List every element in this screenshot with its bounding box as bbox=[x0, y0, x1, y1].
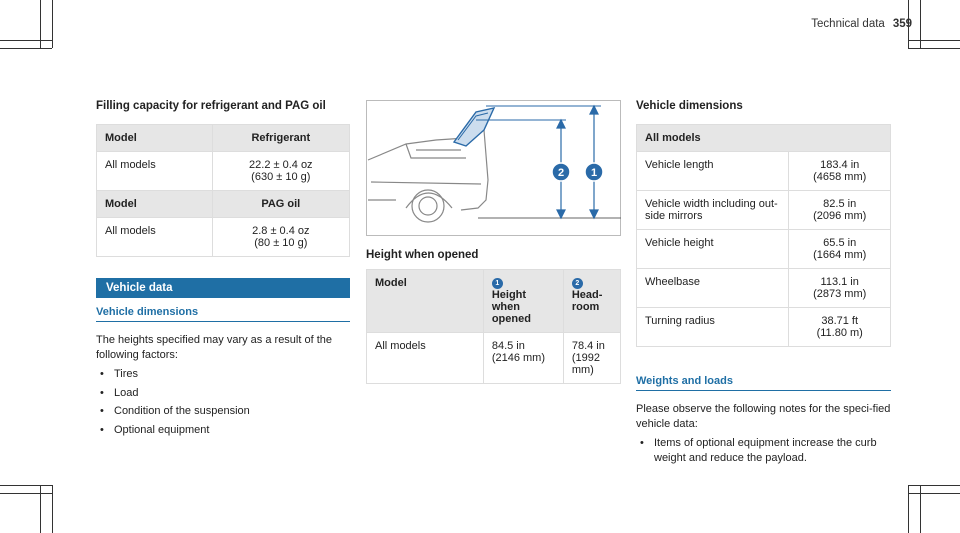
table-row bbox=[637, 152, 891, 191]
crop-mark bbox=[908, 493, 960, 494]
table-row bbox=[637, 191, 891, 230]
list-item: • Load bbox=[96, 386, 350, 401]
list-item: • Optional equipment bbox=[96, 423, 350, 438]
marker-label: 2 bbox=[557, 167, 565, 179]
value-line: 78.4 in bbox=[571, 340, 605, 352]
running-header bbox=[811, 18, 912, 30]
row-label: All models bbox=[367, 333, 484, 384]
refrigerant-table bbox=[96, 124, 350, 257]
column-label: Height when opened bbox=[491, 289, 531, 325]
paragraph: The heights specified may vary as a result of the following factors: bbox=[96, 334, 333, 361]
crop-mark bbox=[0, 48, 52, 49]
vehicle-height-figure bbox=[366, 100, 621, 236]
height-table bbox=[366, 269, 621, 384]
left-column bbox=[96, 100, 350, 441]
row-label: All models bbox=[97, 152, 213, 191]
bullet-list bbox=[96, 367, 350, 437]
filling-capacity-title: Filling capacity for refrigerant and PAG oil bbox=[96, 100, 326, 112]
subheading: Weights and loads bbox=[636, 367, 891, 391]
row-label: Vehicle height bbox=[637, 230, 789, 269]
value-cell bbox=[789, 308, 891, 347]
table-header: Refrigerant bbox=[212, 125, 349, 152]
value-line: (1664 mm) bbox=[813, 249, 867, 261]
section-name: Technical data bbox=[811, 18, 885, 30]
crop-mark bbox=[0, 485, 52, 486]
table-header: All models bbox=[637, 125, 891, 152]
table-row bbox=[637, 269, 891, 308]
row-label: All models bbox=[97, 218, 213, 257]
list-item: • Condition of the suspension bbox=[96, 404, 350, 419]
dimensions-table bbox=[636, 124, 891, 347]
value-cell bbox=[483, 333, 563, 384]
value-line: 65.5 in bbox=[823, 237, 857, 249]
value-cell bbox=[212, 152, 349, 191]
right-column bbox=[636, 100, 891, 469]
value-line: (2146 mm) bbox=[491, 352, 546, 364]
value-cell bbox=[789, 230, 891, 269]
column-label: Head-room bbox=[571, 289, 603, 313]
marker-label: 1 bbox=[590, 167, 598, 179]
section-bar: Vehicle data bbox=[96, 278, 350, 298]
bullet-list bbox=[636, 436, 891, 465]
table-header: Model bbox=[97, 125, 213, 152]
list-item: • Items of optional equipment increase the curb weight and reduce the payload. bbox=[636, 436, 891, 465]
crop-mark bbox=[0, 493, 52, 494]
crop-mark bbox=[52, 0, 53, 48]
value-line: 2.8 ± 0.4 oz bbox=[252, 225, 310, 237]
row-label: Wheelbase bbox=[637, 269, 789, 308]
value-cell bbox=[789, 269, 891, 308]
value-line: (2096 mm) bbox=[813, 210, 867, 222]
value-line: 38.71 ft bbox=[821, 315, 859, 327]
page-number: 359 bbox=[892, 18, 912, 30]
crop-mark bbox=[908, 40, 960, 41]
value-line: (630 ± 10 g) bbox=[251, 171, 311, 183]
table-row bbox=[637, 308, 891, 347]
value-line: (1992 mm) bbox=[571, 352, 600, 376]
figure-frame bbox=[367, 101, 621, 236]
table-header: Model bbox=[97, 191, 213, 218]
value-line: (80 ± 10 g) bbox=[254, 237, 308, 249]
subheading: Vehicle dimensions bbox=[96, 298, 350, 322]
value-line: (2873 mm) bbox=[813, 288, 867, 300]
value-line: 113.1 in bbox=[820, 276, 859, 288]
middle-column bbox=[366, 100, 621, 384]
table-header bbox=[483, 270, 563, 333]
value-cell bbox=[563, 333, 620, 384]
value-cell bbox=[789, 152, 891, 191]
table-header bbox=[563, 270, 620, 333]
value-line: 84.5 in bbox=[491, 340, 525, 352]
vehicle-dimensions-title: Vehicle dimensions bbox=[636, 100, 743, 112]
value-cell bbox=[789, 191, 891, 230]
crop-mark bbox=[52, 485, 53, 533]
crop-mark bbox=[0, 40, 52, 41]
list-item: • Tires bbox=[96, 367, 350, 382]
value-cell bbox=[212, 218, 349, 257]
crop-mark bbox=[908, 485, 960, 486]
value-line: 183.4 in bbox=[820, 159, 860, 171]
crop-mark bbox=[908, 48, 960, 49]
row-label: Vehicle width including out-side mirrors bbox=[637, 191, 789, 230]
value-line: 22.2 ± 0.4 oz bbox=[249, 159, 313, 171]
row-label: Turning radius bbox=[637, 308, 789, 347]
table-header: Model bbox=[367, 270, 484, 333]
marker-badge: 2 bbox=[572, 278, 583, 289]
row-label: Vehicle length bbox=[637, 152, 789, 191]
marker-badge: 1 bbox=[492, 278, 503, 289]
height-when-opened-title: Height when opened bbox=[366, 249, 479, 261]
table-row bbox=[637, 230, 891, 269]
table-header: PAG oil bbox=[212, 191, 349, 218]
value-line: 82.5 in bbox=[823, 198, 857, 210]
value-line: (11.80 m) bbox=[816, 327, 863, 339]
paragraph: Please observe the following notes for the speci-fied vehicle data: bbox=[636, 403, 891, 430]
value-line: (4658 mm) bbox=[813, 171, 867, 183]
